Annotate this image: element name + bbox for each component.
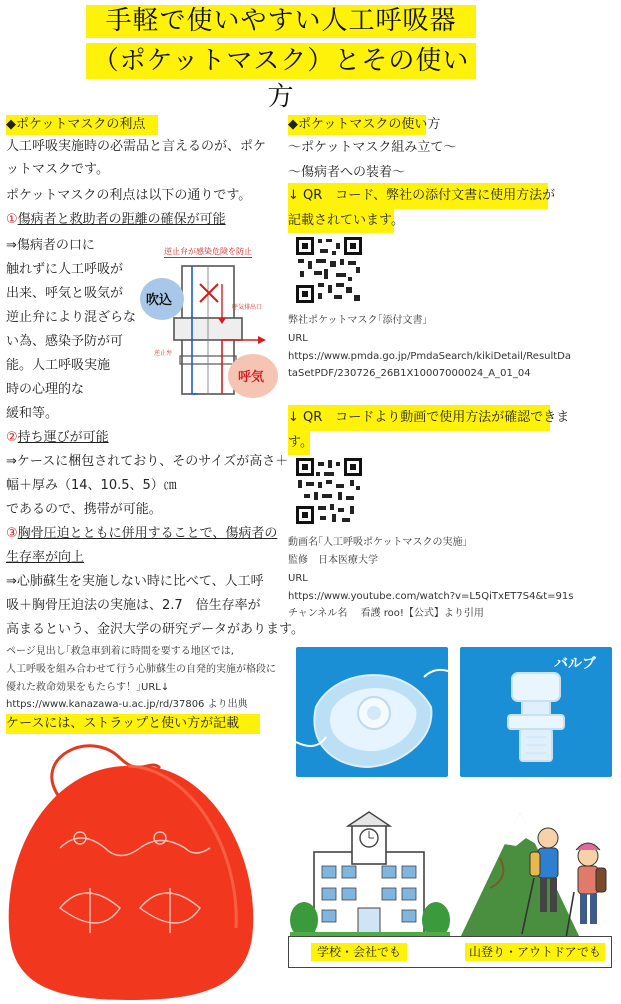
point-1-number: ① bbox=[6, 212, 18, 227]
valve-label: 逆止弁 bbox=[154, 350, 173, 357]
document-url-line-1[interactable]: https://www.pmda.go.jp/PmdaSearch/kikiDetail/ResultDa bbox=[288, 351, 572, 362]
attach-subtitle: 〜傷病者への装着〜 bbox=[288, 165, 406, 180]
url-label-2: URL bbox=[288, 573, 308, 584]
point-1-line: 逆止弁により混ざらな bbox=[6, 310, 137, 325]
point-3-title-2: 生存率が向上 bbox=[6, 550, 85, 565]
point-3-number: ③ bbox=[6, 526, 18, 541]
point-3-title: 胸骨圧迫とともに併用することで、傷病者の bbox=[17, 526, 278, 541]
intro-line-1: 人工呼吸実施時の必需品と言えるのが、ポケ bbox=[6, 139, 267, 154]
qr-code-video[interactable] bbox=[296, 458, 362, 524]
title-line-2: （ポケットマスク）とその使い方 bbox=[86, 43, 476, 79]
video-url[interactable]: https://www.youtube.com/watch?v=L5QiTxET7S4&t=91s bbox=[288, 591, 574, 602]
video-name: 動画名｢人工呼吸ポケットマスクの実施｣ bbox=[288, 537, 468, 548]
point-1-line: い為、感染予防が可 bbox=[6, 334, 124, 349]
assembly-subtitle: 〜ポケットマスク組み立て〜 bbox=[288, 140, 457, 155]
check-valve-diagram bbox=[140, 244, 278, 414]
point-3-line: ⇒心肺蘇生を実施しない時に比べて、人工呼 bbox=[6, 574, 264, 589]
note-line: ページ見出し｢救急車到着に時間を要する地区では, bbox=[6, 646, 234, 657]
point-2-line: であるので、携帯が可能。 bbox=[6, 502, 162, 517]
qr-code-document[interactable] bbox=[296, 237, 362, 303]
red-case-image bbox=[0, 738, 268, 1000]
inhale-label: 吹込 bbox=[146, 293, 173, 308]
point-2-heading bbox=[6, 428, 109, 448]
case-caption: ケースには、ストラップと使い方が記載 bbox=[6, 714, 260, 734]
point-3-heading bbox=[6, 524, 277, 544]
point-1-line: 緩和等。 bbox=[6, 406, 59, 421]
qr2-text-line-1: ↓ QR コードより動画で使用方法が確認できま bbox=[288, 405, 550, 431]
point-1-line: 能。人工呼吸実施 bbox=[6, 358, 111, 373]
pocket-mask-image bbox=[296, 647, 448, 777]
point-1-line: ⇒傷病者の口に bbox=[6, 238, 95, 253]
diagram-top-label: 逆止弁が感染危険を防止 bbox=[164, 247, 252, 256]
point-1-line: 時の心理的な bbox=[6, 382, 85, 397]
point-2-line: ⇒ケースに梱包されており、そのサイズが高さ＋ bbox=[6, 454, 289, 469]
scene-caption-outdoor: 山登り・アウトドアでも bbox=[465, 943, 605, 961]
point-2-number: ② bbox=[6, 430, 18, 445]
document-label: 弊社ポケットマスク｢添付文書｣ bbox=[288, 315, 428, 326]
intro-line-3: ポケットマスクの利点は以下の通りです。 bbox=[6, 188, 252, 203]
note-line: 人工呼吸を組み合わせて行う心肺蘇生の自発的実施が格段に bbox=[6, 664, 276, 675]
right-heading: ◆ポケットマスクの使い方 bbox=[288, 115, 426, 135]
point-1-heading bbox=[6, 210, 226, 230]
left-heading: ◆ポケットマスクの利点 bbox=[6, 115, 158, 135]
qr2-text-line-2: す。 bbox=[288, 431, 310, 455]
point-2-line: 幅＋厚み（14、10.5、5）㎝ bbox=[6, 478, 177, 493]
outlet-label: 呼気排出口 bbox=[232, 304, 263, 311]
document-url-line-2[interactable]: taSetPDF/230726_26B1X10007000024_A_01_04 bbox=[288, 368, 531, 379]
exhale-label: 呼気 bbox=[238, 370, 265, 385]
point-3-line: 吸＋胸骨圧迫法の実施は、2.7 倍生存率が bbox=[6, 598, 261, 613]
channel-label: チャンネル名 看護 roo!【公式】より引用 bbox=[288, 608, 484, 619]
qr1-text-line-2: 記載されています。 bbox=[288, 209, 394, 233]
valve-caption: バルブ bbox=[554, 656, 596, 672]
supervisor-label: 監修 日本医療大学 bbox=[288, 555, 378, 566]
point-1-line: 触れずに人工呼吸が bbox=[6, 262, 124, 277]
point-1-title: 傷病者と救助者の距離の確保が可能 bbox=[17, 212, 226, 227]
note-line: 優れた救命効果をもたらす！｣URL↓ bbox=[6, 682, 170, 693]
url-label: URL bbox=[288, 333, 308, 344]
title-line-1: 手軽で使いやすい人工呼吸器 bbox=[86, 5, 476, 38]
valve-image bbox=[460, 647, 612, 777]
note-link[interactable]: https://www.kanazawa-u.ac.jp/rd/37806 より出典 bbox=[6, 699, 248, 710]
scene-caption-school: 学校・会社でも bbox=[311, 943, 407, 961]
scene-caption-box bbox=[288, 936, 612, 968]
point-1-line: 出来、呼気と吸気が bbox=[6, 286, 124, 301]
intro-line-2: ットマスクです。 bbox=[6, 162, 109, 177]
qr1-text-line-1: ↓ QR コード、弊社の添付文書に使用方法が bbox=[288, 183, 548, 209]
point-2-title: 持ち運びが可能 bbox=[17, 430, 109, 445]
point-3-line: 高まるという、金沢大学の研究データがあります。 bbox=[6, 622, 304, 637]
